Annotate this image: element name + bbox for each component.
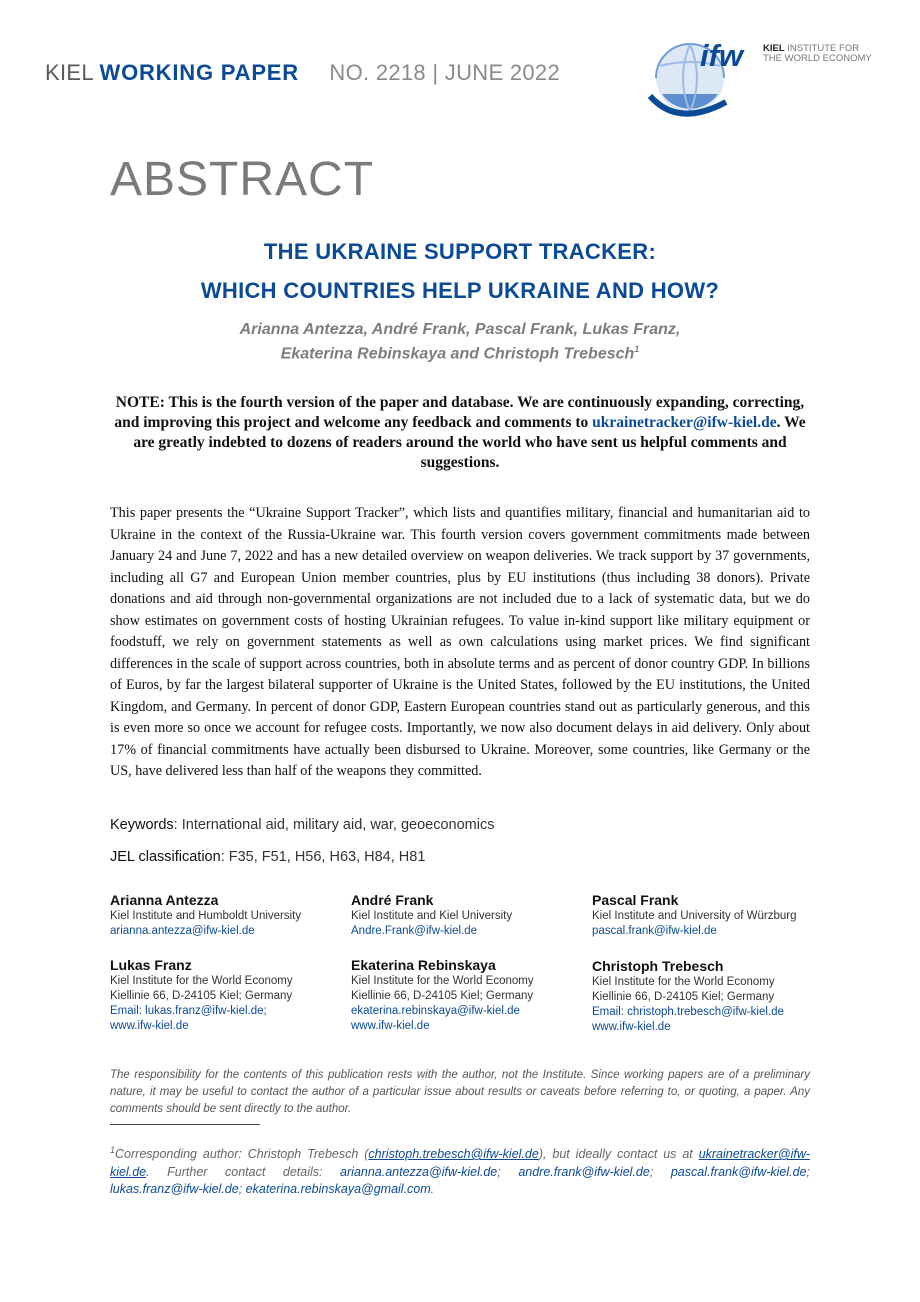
series-working-paper: WORKING PAPER	[99, 60, 299, 85]
author-email-link[interactable]: ekaterina.rebinskaya@ifw-kiel.de	[351, 1005, 520, 1017]
authors-line1: Arianna Antezza, André Frank, Pascal Frank, Lukas Franz,	[239, 321, 681, 338]
author-name: Lukas Franz	[110, 957, 192, 973]
footnote-text: ), but ideally contact us at	[538, 1147, 699, 1162]
logo-line1: INSTITUTE FOR	[787, 43, 860, 54]
footnote-link[interactable]: christoph.trebesch@ifw-kiel.de	[368, 1147, 539, 1162]
abstract-body: This paper presents the “Ukraine Support Tracker”, which lists and quantifies military, financial and humanitarian aid to Ukraine in the context of the Russia-Ukraine war. This fourth version covers government commitments made between January 24 and June 7, 2022 and has a new detailed overview on weapon deliveries. We track support by 37 governments, including all G7 and European Union member countries, plus by EU institutions (thus including 38 donors). Private donations and aid through non-governmental organizations are not included due to a lack of systematic data, but we do show estimates on government costs of hosting Ukrainian refugees. To value in-kind support like military equipment or foodstuff, we rely on government statements as well as own calculations using market prices. We find significant differences in the scale of support across countries, both in absolute terms and as percent of donor country GDP. In billions of Euros, by far the largest bilateral supporter of Ukraine is the United States, followed by the EU institutions, the United Kingdom, and Germany. In percent of donor GDP, Eastern European countries stand out as particularly generous, and this is even more so once we account for refugee costs. Importantly, we now also document delays in aid delivery. Only about 17% of financial commitments have actually been disbursed to Ukraine. Moreover, some countries, like Germany or the US, have delivered less than half of the weapons they committed.	[110, 505, 810, 779]
paper-title-line1: THE UKRAINE SUPPORT TRACKER:	[263, 239, 657, 264]
jel-value: : F35, F51, H56, H63, H84, H81	[220, 849, 426, 865]
authors-footnote-mark: 1	[634, 344, 640, 354]
author-website-link[interactable]: www.ifw-kiel.de	[351, 1020, 430, 1032]
author-email-link[interactable]: Email: christoph.trebesch@ifw-kiel.de	[592, 1006, 784, 1018]
note-email-link[interactable]: ukrainetracker@ifw-kiel.de	[592, 414, 777, 431]
author-affiliation: Kiel Institute for the World Economy	[351, 975, 534, 987]
footnote-divider	[110, 1124, 260, 1125]
author-email-link[interactable]: pascal.frank@ifw-kiel.de	[592, 925, 717, 937]
keywords-value: : International aid, military aid, war, geoeconomics	[173, 817, 495, 833]
footnote-link[interactable]: andre.frank@ifw-kiel.de	[518, 1164, 650, 1179]
author-card	[110, 957, 345, 1034]
authors-line2	[60, 344, 860, 363]
author-address: Kiellinie 66, D-24105 Kiel; Germany	[351, 990, 534, 1002]
author-card	[110, 892, 345, 939]
author-address: Kiellinie 66, D-24105 Kiel; Germany	[110, 990, 293, 1002]
author-card	[592, 892, 827, 939]
footnote-link[interactable]: arianna.antezza@ifw-kiel.de	[340, 1164, 498, 1179]
author-name: Christoph Trebesch	[592, 958, 724, 974]
footnote-text: Corresponding author: Christoph Trebesch (	[115, 1147, 369, 1162]
author-name: Arianna Antezza	[110, 892, 219, 908]
disclaimer: The responsibility for the contents of this publication rests with the author, not the Institute. Since working papers are of a preliminary nature, it may be useful to contact the author of a particular issue about results or caveats before referring to, or quoting, a paper. Any comments should be sent directly to the author.	[110, 1069, 810, 1115]
footnote-link[interactable]: lukas.franz@ifw-kiel.de	[110, 1182, 239, 1197]
footnote-separator: ;	[238, 1182, 246, 1197]
authors-line2-text: Ekaterina Rebinskaya and Christoph Trebesch	[280, 345, 635, 363]
abstract-heading: ABSTRACT	[110, 153, 375, 206]
series-header	[45, 60, 560, 86]
footnote-text: .	[430, 1182, 435, 1197]
version-note	[110, 393, 810, 473]
logo-mark: ifw	[700, 38, 744, 73]
jel-label: JEL classification	[110, 849, 221, 865]
logo-institute-name	[763, 44, 872, 64]
author-card	[351, 892, 586, 939]
author-name: Ekaterina Rebinskaya	[351, 957, 496, 973]
author-email-link[interactable]: Andre.Frank@ifw-kiel.de	[351, 925, 478, 937]
author-name: André Frank	[351, 892, 434, 908]
author-affiliation: Kiel Institute and Kiel University	[351, 910, 513, 922]
author-address: Kiellinie 66, D-24105 Kiel; Germany	[592, 991, 775, 1003]
jel-classification	[110, 849, 425, 865]
note-text-2: . We are greatly indebted to dozens of readers around the world who have sent us helpful comments and suggestions.	[133, 414, 806, 471]
author-affiliation: Kiel Institute and Humboldt University	[110, 910, 302, 922]
author-name: Pascal Frank	[592, 892, 679, 908]
footnote-separator: ;	[649, 1164, 671, 1179]
author-email-link[interactable]: arianna.antezza@ifw-kiel.de	[110, 925, 255, 937]
author-affiliation: Kiel Institute for the World Economy	[110, 975, 293, 987]
logo-kiel: KIEL	[763, 43, 785, 54]
footnote-link[interactable]: ekaterina.rebinskaya@gmail.com	[245, 1182, 431, 1197]
author-card	[351, 957, 586, 1034]
footnote	[110, 1142, 810, 1199]
paper-title-line2: WHICH COUNTRIES HELP UKRAINE AND HOW?	[200, 278, 720, 303]
author-website-link[interactable]: www.ifw-kiel.de	[110, 1020, 189, 1032]
footnote-link[interactable]: ukrainetracker@ifw-kiel.de	[110, 1147, 811, 1179]
series-number: NO. 2218 | JUNE 2022	[329, 60, 560, 85]
footnote-separator: ;	[497, 1164, 519, 1179]
author-affiliation: Kiel Institute for the World Economy	[592, 976, 775, 988]
series-kiel: KIEL	[45, 60, 94, 85]
note-text-1: NOTE: This is the fourth version of the paper and database. We are continuously expanding, correcting, and improving this project and welcome any feedback and comments to	[114, 394, 805, 431]
author-card	[592, 958, 827, 1035]
footnote-link[interactable]: pascal.frank@ifw-kiel.de	[670, 1164, 807, 1179]
author-affiliation: Kiel Institute and University of Würzburg	[592, 910, 797, 922]
ifw-logo[interactable]	[648, 36, 888, 126]
keywords	[110, 817, 494, 833]
keywords-label: Keywords	[110, 817, 174, 833]
footnote-mark: 1	[110, 1145, 116, 1155]
footnote-text: . Further contact details:	[146, 1164, 341, 1179]
logo-line2: THE WORLD ECONOMY	[763, 53, 872, 64]
footnote-separator: ;	[806, 1164, 811, 1179]
author-email-link[interactable]: Email: lukas.franz@ifw-kiel.de;	[110, 1005, 267, 1017]
author-website-link[interactable]: www.ifw-kiel.de	[592, 1021, 671, 1033]
